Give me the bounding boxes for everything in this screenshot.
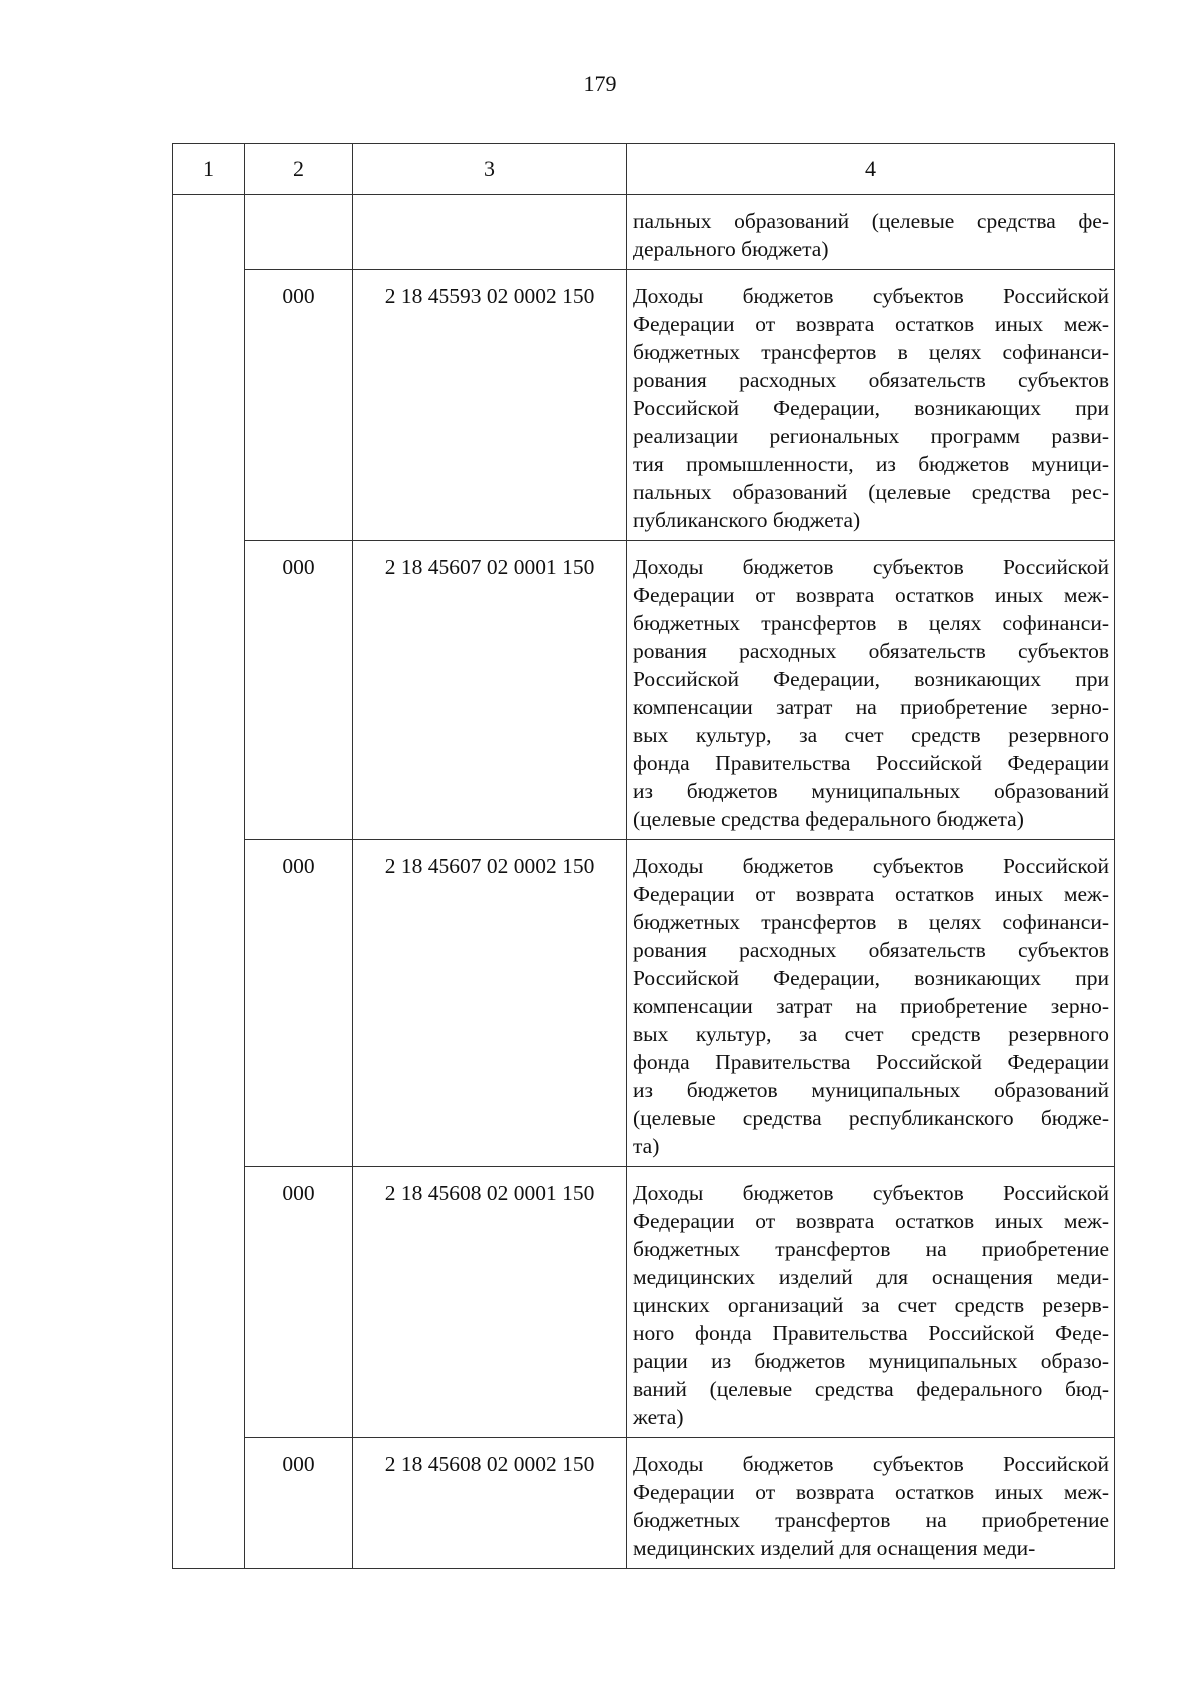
description-line: (целевые средства республиканского бюдже- [633, 1106, 1109, 1130]
description-line: (целевые средства федерального бюджета) [633, 807, 1024, 831]
description-line: медицинских изделий для оснащения меди- [633, 1536, 1036, 1560]
column-1-cell [173, 195, 245, 1569]
description-line: дерального бюджета) [633, 237, 829, 261]
description-line: пальных образований (целевые средства рес- [633, 480, 1109, 504]
description-line: Федерации от возврата остатков иных меж- [633, 583, 1109, 607]
description-line: из бюджетов муниципальных образований [633, 1078, 1109, 1102]
description-line: рования расходных обязательств субъектов [633, 938, 1109, 962]
description-line: рования расходных обязательств субъектов [633, 368, 1109, 392]
admin-code-cell [245, 195, 353, 270]
description-line: цинских организаций за счет средств резерв- [633, 1293, 1109, 1317]
description-line: Российской Федерации, возникающих при [633, 396, 1109, 420]
description-line: вых культур, за счет средств резервного [633, 723, 1109, 747]
budget-classification-code-cell: 2 18 45607 02 0002 150 [353, 840, 627, 1167]
table-row [173, 195, 1115, 270]
description-line: Доходы бюджетов субъектов Российской [633, 555, 1109, 579]
description-line: Федерации от возврата остатков иных меж- [633, 312, 1109, 336]
description-line: Доходы бюджетов субъектов Российской [633, 1181, 1109, 1205]
budget-classification-code-cell: 2 18 45608 02 0001 150 [353, 1167, 627, 1438]
budget-classification-code-cell: 2 18 45593 02 0002 150 [353, 270, 627, 541]
description-line: ного фонда Правительства Российской Феде- [633, 1321, 1109, 1345]
description-line: компенсации затрат на приобретение зерно- [633, 695, 1109, 719]
admin-code-cell: 000 [245, 1167, 353, 1438]
description-line: Доходы бюджетов субъектов Российской [633, 284, 1109, 308]
table-row [173, 1167, 1115, 1438]
description-line: жета) [633, 1405, 684, 1429]
income-description-cell [627, 270, 1115, 541]
description-line: Федерации от возврата остатков иных меж- [633, 1209, 1109, 1233]
description-line: тия промышленности, из бюджетов муници- [633, 452, 1109, 476]
description-line: бюджетных трансфертов в целях софинанси- [633, 340, 1109, 364]
admin-code-cell: 000 [245, 840, 353, 1167]
admin-code-cell: 000 [245, 270, 353, 541]
income-description-cell [627, 195, 1115, 270]
budget-classification-code-cell: 2 18 45607 02 0001 150 [353, 541, 627, 840]
description-line: бюджетных трансфертов в целях софинанси- [633, 910, 1109, 934]
description-line: Доходы бюджетов субъектов Российской [633, 854, 1109, 878]
income-description-cell [627, 541, 1115, 840]
description-line: компенсации затрат на приобретение зерно- [633, 994, 1109, 1018]
description-line: фонда Правительства Российской Федерации [633, 1050, 1109, 1074]
description-line: бюджетных трансфертов в целях софинанси- [633, 611, 1109, 635]
table-row [173, 270, 1115, 541]
description-line: пальных образований (целевые средства фе- [633, 209, 1109, 233]
table-header-row [173, 144, 1115, 195]
table-row [173, 541, 1115, 840]
column-header-4: 4 [627, 144, 1115, 195]
table-body [173, 195, 1115, 1569]
description-line: Доходы бюджетов субъектов Российской [633, 1452, 1109, 1476]
admin-code-cell: 000 [245, 1438, 353, 1569]
description-line: Федерации от возврата остатков иных меж- [633, 1480, 1109, 1504]
column-header-2: 2 [245, 144, 353, 195]
description-line: та) [633, 1134, 660, 1158]
income-description-cell [627, 1438, 1115, 1569]
table-row [173, 1438, 1115, 1569]
description-line: бюджетных трансфертов на приобретение [633, 1237, 1109, 1261]
description-line: из бюджетов муниципальных образований [633, 779, 1109, 803]
description-line: Федерации от возврата остатков иных меж- [633, 882, 1109, 906]
budget-classification-code-cell [353, 195, 627, 270]
page-number: 179 [583, 71, 617, 96]
description-line: реализации региональных программ разви- [633, 424, 1109, 448]
description-line: медицинских изделий для оснащения меди- [633, 1265, 1109, 1289]
description-line: Российской Федерации, возникающих при [633, 667, 1109, 691]
income-description-cell [627, 840, 1115, 1167]
description-line: вых культур, за счет средств резервного [633, 1022, 1109, 1046]
description-line: Российской Федерации, возникающих при [633, 966, 1109, 990]
budget-classification-code-cell: 2 18 45608 02 0002 150 [353, 1438, 627, 1569]
column-header-3: 3 [353, 144, 627, 195]
description-line: рации из бюджетов муниципальных образо- [633, 1349, 1109, 1373]
admin-code-cell: 000 [245, 541, 353, 840]
description-line: публиканского бюджета) [633, 508, 861, 532]
description-line: бюджетных трансфертов на приобретение [633, 1508, 1109, 1532]
table-row [173, 840, 1115, 1167]
description-line: рования расходных обязательств субъектов [633, 639, 1109, 663]
income-description-cell [627, 1167, 1115, 1438]
description-line: фонда Правительства Российской Федерации [633, 751, 1109, 775]
description-line: ваний (целевые средства федерального бюд- [633, 1377, 1109, 1401]
budget-codes-table [172, 143, 1115, 1569]
column-header-1: 1 [173, 144, 245, 195]
